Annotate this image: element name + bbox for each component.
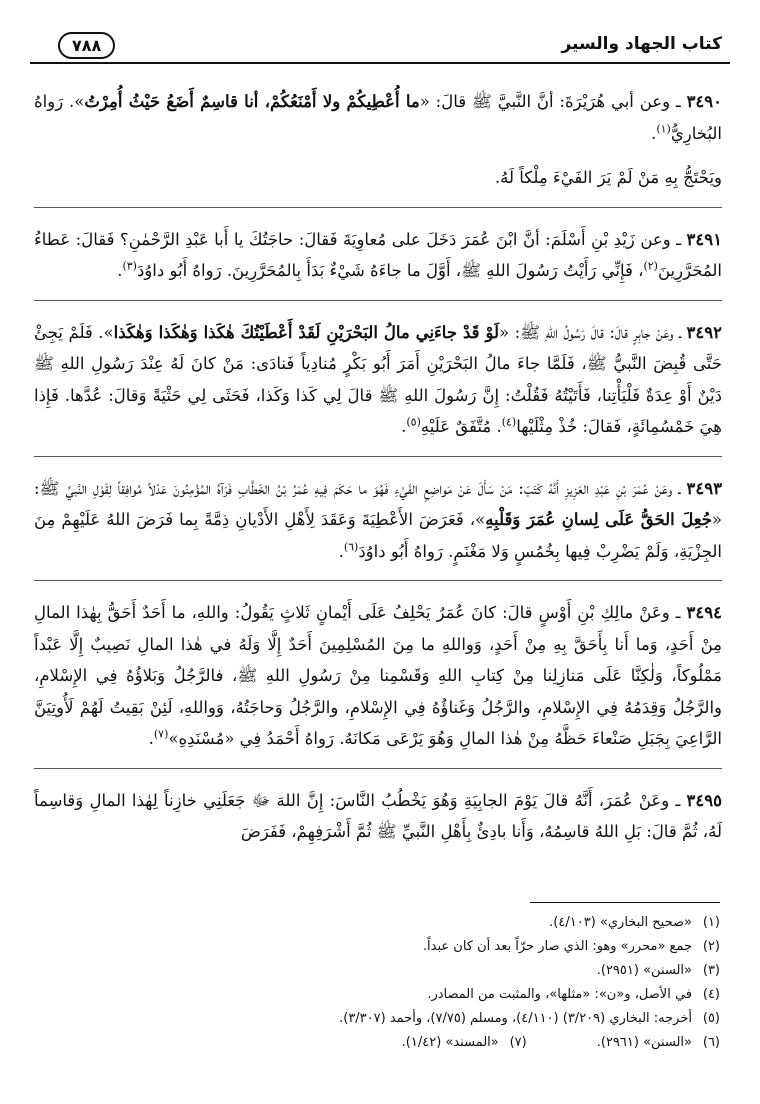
hadith-number: ٣٤٩٤ bbox=[686, 603, 722, 622]
footnote-ref: (٧) bbox=[153, 727, 169, 741]
hadith-intro: ـ وعَنْ عُمَرَ بْنِ عَبْدِ العَزِيزِ أَنَّهُ كَتَبَ: مَنْ سَأَلَ عَنْ مَواضِعِ الفَيْءِ فَهُوَ ما حَكَمَ فِيهِ عُمَرُ بْنُ الخَطَّابِ فَرَآهُ المُؤْمِنُونَ عَدْلاً مُوافِقاً لِقَوْلِ النَّبيِّ ﷺ: « bbox=[34, 478, 723, 529]
hadith-end: . bbox=[148, 729, 154, 748]
hadith-quote: جُعِلَ الحَقُّ عَلَى لِسانِ عُمَرَ وَقَلْبِهِ bbox=[485, 510, 712, 529]
header-rule bbox=[30, 62, 730, 64]
hadith-3493 bbox=[34, 473, 722, 568]
hadith-text: ـ وعَنْ مالِكِ بْنِ أَوْسٍ قالَ: كانَ عُمَرُ يَحْلِفُ عَلَى أَيْمانٍ ثَلاثٍ يَقُولُ: واللهِ، ما أَحَدٌ أَحَقُّ بِهٰذا المالِ مِنْ أَحَدٍ، وَما أَنا بِأَحَقَّ بِهِ مِنْ أَحَدٍ، وَواللهِ ما مِنَ المُسْلِمِينَ أَحَدٌ إِلَّا وَلَهُ في هٰذا المالِ نَصِيبٌ إِلَّا عَبْداً مَمْلُوكاً، وَلٰكِنَّا عَلَى مَنازِلِنا مِنْ كِتابِ اللهِ وَقَسْمِنا مِنْ رَسُولِ اللهِ ﷺ، فالرَّجُلُ وَبَلاؤُهُ فِي الإِسْلامِ، والرَّجُلُ وَقِدَمُهُ فِي الإِسْلامِ، والرَّجُلُ وَغَناؤُهُ فِي الإِسْلامِ، والرَّجُلُ وَحاجَتُهُ، وَواللهِ، لَئِنْ بَقِيتُ لَهُمْ لَأُوتِيَنَّ الرَّاعِيَ بِجَبَلِ صَنْعاءَ حَظَّهُ مِنْ هٰذا المالِ وَهُوَ يَرْعَى مَكانَهُ. رَواهُ أَحْمَدُ فِي «مُسْنَدِهِ» bbox=[34, 603, 722, 748]
hadith-number: ٣٤٩١ bbox=[686, 229, 722, 249]
hadith-3495 bbox=[34, 785, 722, 848]
footnote-number: (٤) bbox=[702, 987, 720, 1002]
hadith-note: ويَحْتَجُّ بِهِ مَنْ لَمْ يَرَ الفَيْءَ مِلْكاً لَهُ. bbox=[494, 168, 722, 187]
footnote-rule bbox=[530, 902, 720, 903]
hadith-text: ـ وعَنْ عُمَرَ، أَنَّهُ قالَ يَوْمَ الجابِيَةِ وَهُوَ يَخْطُبُ النَّاسَ: إِنَّ اللهَ ﷻ جَعَلَنِي خازِناً لِهٰذا المالِ وَقاسِماً لَهُ، ثُمَّ قالَ: بَلِ اللهُ قاسِمُهُ، وَأَنا بادِئٌ بِأَهْلِ النَّبيِّ ﷺ ثُمَّ أَشْرَفِهِمْ، فَفَرَضَ bbox=[34, 790, 722, 841]
hadith-end: . bbox=[401, 417, 407, 436]
hadith-text: . مُتَّفَقٌ عَلَيْهِ bbox=[420, 417, 502, 436]
section-divider bbox=[34, 456, 722, 457]
footnote-text: في الأصل، و«ن»: «مثلها»، والمثبت من المصادر. bbox=[427, 987, 692, 1002]
footnote-text: أخرجه: البخاري (٣/٢٠٩) (٤/١١٠)، ومسلم (٧/٧٥)، وأحمد (٣/٣٠٧). bbox=[339, 1011, 692, 1026]
hadith-number: ٣٤٩٥ bbox=[686, 790, 722, 810]
footnote-text: «السنن» (٢٩٦١). bbox=[596, 1035, 692, 1050]
hadith-end: . bbox=[338, 541, 344, 561]
main-text bbox=[34, 86, 722, 861]
hadith-text: »، فَعَرَضَ الأَعْطِيَةَ وَعَقَدَ لِأَهْلِ الأَدْيانِ ذِمَّةً بِما فَرَضَ اللهُ عَلَيْهِمْ مِنَ الجِزْيَةِ، وَلَمْ يَضْرِبْ فِيها بِخُمُسٍ وَلا مَغْنَمٍ. رَواهُ أَبُو داوُدَ bbox=[34, 510, 722, 561]
page-header bbox=[30, 26, 730, 66]
section-divider bbox=[34, 300, 722, 301]
section-divider bbox=[34, 768, 722, 769]
hadith-number: ٣٤٩٣ bbox=[686, 478, 722, 498]
hadith-text: ». رَواهُ البُخارِيُّ bbox=[34, 92, 722, 143]
footnote-ref: (٢) bbox=[643, 259, 658, 273]
hadith-3492 bbox=[34, 317, 722, 443]
footnote-1 bbox=[34, 915, 720, 939]
hadith-text: ». فَلَمْ يَجِئْ حَتَّى قُبِضَ النَّبيُّ ﷺ، فَلَمَّا جاءَ مالُ البَحْرَيْنِ أَمَرَ أَبُو بَكْرٍ مُنادِياً فَنادَى: مَنْ كانَ لَهُ عِنْدَ رَسُولِ اللهِ ﷺ دَيْنٌ أَوْ عِدَةٌ فَلْيَأْتِنا، فَأَتَيْتُهُ فَقُلْتُ: إِنَّ رَسُولَ اللهِ ﷺ قالَ لِي كَذا وَكَذا، فَحَثَى لِي حَثْيَةً وَقالَ: عُدَّها. فَإِذا هِيَ خَمْسُمِائَةٍ، فَقالَ: خُذْ مِثْلَيْها bbox=[34, 322, 722, 436]
hadith-3490 bbox=[34, 86, 722, 149]
footnote-number: (٢) bbox=[702, 939, 720, 954]
footnote-6-7 bbox=[34, 1035, 720, 1059]
footnote-5 bbox=[34, 1011, 720, 1035]
hadith-3490-note bbox=[34, 162, 722, 194]
footnote-text: «المسند» (١/٤٢). bbox=[401, 1035, 499, 1050]
hadith-intro: ـ وعَنْ جابِرٍ قالَ: قالَ رَسُولُ اللهِ ﷺ: « bbox=[499, 322, 687, 342]
section-divider bbox=[34, 207, 722, 208]
section-divider bbox=[34, 580, 722, 581]
footnote-text: «السنن» (٢٩٥١). bbox=[596, 963, 692, 978]
hadith-number: ٣٤٩٠ bbox=[686, 92, 723, 111]
footnote-text: «صحيح البخاري» (٤/١٠٣). bbox=[549, 915, 692, 930]
footnote-number: (٦) bbox=[702, 1035, 720, 1050]
book-title: كتاب الجهاد والسير bbox=[561, 34, 722, 54]
footnote-ref: (٣) bbox=[122, 259, 137, 273]
hadith-quote: ما أُعْطِيكُمْ ولا أَمْنَعُكُمْ، أنا قاسِمٌ أَضَعُ حَيْثُ أُمِرْتُ bbox=[84, 92, 420, 111]
footnote-number: (٥) bbox=[702, 1011, 720, 1026]
hadith-number: ٣٤٩٢ bbox=[686, 322, 722, 342]
hadith-3494 bbox=[34, 597, 722, 755]
footnote-ref: (٥) bbox=[406, 415, 421, 429]
footnote-3 bbox=[34, 963, 720, 987]
hadith-intro: ـ وعن أبي هُرَيْرَةَ: أنَّ النَّبيَّ ﷺ قالَ: « bbox=[419, 92, 687, 111]
hadith-quote: لَوْ قَدْ جاءَنِي مالُ البَحْرَيْنِ لَقَدْ أَعْطَيْتُكَ هٰكَذا وَهٰكَذا وَهٰكَذا bbox=[113, 322, 500, 342]
footnote-ref: (١) bbox=[656, 122, 671, 135]
hadith-end: . bbox=[651, 123, 657, 143]
footnote-ref: (٦) bbox=[343, 540, 359, 553]
hadith-text: ، فَإِنِّي رَأَيْتُ رَسُولَ اللهِ ﷺ، أَوَّلَ ما جاءَهُ شَيْءٌ بَدَأَ بِالمُحَرَّرِينَ. رَواهُ أَبُو داوُدَ bbox=[136, 261, 644, 280]
hadith-end: . bbox=[117, 261, 123, 280]
footnote-text: جمع «محرر» وهو: الذي صار حرّاً بعد أن كان عبداً. bbox=[422, 939, 692, 954]
footnote-number: (٣) bbox=[702, 963, 720, 978]
footnote-2 bbox=[34, 939, 720, 963]
page-number: ٧٨٨ bbox=[58, 32, 115, 59]
hadith-3491 bbox=[34, 224, 722, 287]
hadith-text: ـ وعن زَيْدِ بْنِ أَسْلَمَ: أنَّ ابْنَ عُمَرَ دَخَلَ على مُعاوِيَةَ فَقالَ: حاجَتُكَ يا أَبا عَبْدِ الرَّحْمٰنِ؟ فَقالَ: عَطاءُ المُحَرَّرِينَ bbox=[34, 229, 722, 280]
footnote-4 bbox=[34, 987, 720, 1011]
footnotes bbox=[34, 902, 720, 1059]
footnote-ref: (٤) bbox=[501, 415, 517, 429]
footnote-number: (١) bbox=[702, 915, 720, 930]
footnote-number: (٧) bbox=[509, 1035, 527, 1050]
